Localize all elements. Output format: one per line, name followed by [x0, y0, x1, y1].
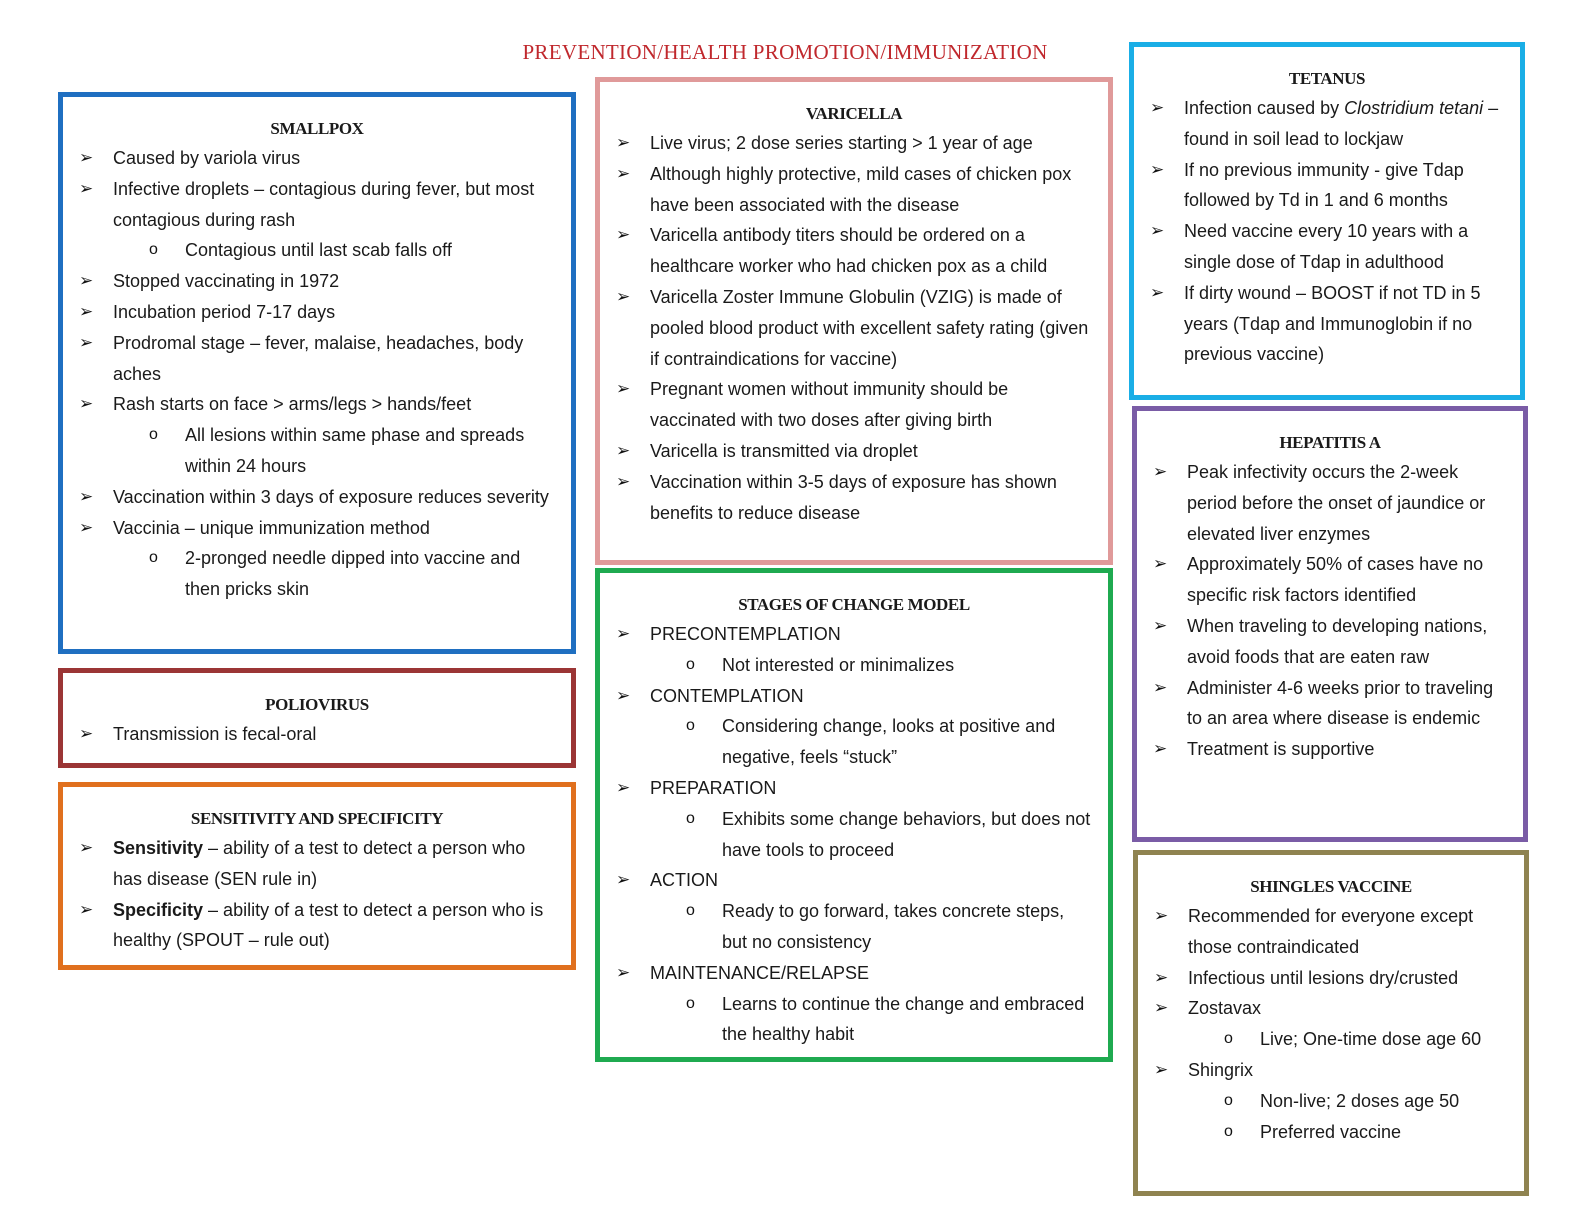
tetanus-list	[1148, 93, 1506, 370]
circle-bullet-icon: o	[686, 902, 695, 920]
list-item: ➢ PRECONTEMPLATION	[614, 619, 1094, 650]
list-item: ➢ PREPARATION	[614, 773, 1094, 804]
arrow-bullet-icon: ➢	[79, 332, 94, 352]
stages-title: STAGES OF CHANGE MODEL	[738, 595, 970, 614]
sub-list-item: o Preferred vaccine	[1152, 1117, 1510, 1148]
circle-bullet-icon: o	[686, 655, 695, 673]
circle-bullet-icon: o	[149, 426, 158, 444]
list-item: ➢ Infective droplets – contagious during fever, but most contagious during rash	[77, 174, 557, 236]
arrow-bullet-icon: ➢	[616, 962, 631, 982]
list-item: ➢ Need vaccine every 10 years with a single dose of Tdap in adulthood	[1148, 216, 1506, 278]
circle-bullet-icon: o	[149, 549, 158, 567]
list-item: ➢ Prodromal stage – fever, malaise, headaches, body aches	[77, 328, 557, 390]
tetanus-box	[1129, 42, 1525, 400]
list-item: ➢ Zostavax	[1152, 993, 1510, 1024]
arrow-bullet-icon: ➢	[1154, 967, 1169, 987]
arrow-bullet-icon: ➢	[1153, 554, 1168, 574]
arrow-bullet-icon: ➢	[1153, 462, 1168, 481]
list-item: ➢ Infectious until lesions dry/crusted	[1152, 963, 1510, 994]
smallpox-box	[58, 92, 576, 654]
arrow-bullet-icon: ➢	[79, 178, 94, 198]
list-item: ➢ Approximately 50% of cases have no specific risk factors identified	[1151, 549, 1509, 611]
list-item: ➢ Recommended for everyone except those contraindicated	[1152, 901, 1510, 963]
hepatitis-list	[1151, 457, 1509, 765]
arrow-bullet-icon: ➢	[616, 685, 631, 705]
varicella-list	[614, 128, 1094, 528]
arrow-bullet-icon: ➢	[1154, 906, 1169, 925]
arrow-bullet-icon: ➢	[79, 517, 94, 537]
list-item: ➢ If no previous immunity - give Tdap followed by Td in 1 and 6 months	[1148, 155, 1506, 217]
list-item: ➢ Although highly protective, mild cases of chicken pox have been associated with the disease	[614, 159, 1094, 221]
arrow-bullet-icon: ➢	[79, 271, 94, 291]
list-item: ➢ Vaccinia – unique immunization method	[77, 513, 557, 544]
arrow-bullet-icon: ➢	[1153, 677, 1168, 697]
list-item: ➢ ACTION	[614, 865, 1094, 896]
arrow-bullet-icon: ➢	[79, 394, 94, 414]
arrow-bullet-icon: ➢	[1150, 221, 1165, 241]
arrow-bullet-icon: ➢	[616, 133, 631, 152]
sub-list-item: o Exhibits some change behaviors, but does not have tools to proceed	[614, 804, 1094, 866]
shingles-title: SHINGLES VACCINE	[1250, 877, 1412, 896]
list-item: ➢ If dirty wound – BOOST if not TD in 5 years (Tdap and Immunoglobin if no previous vaccine)	[1148, 278, 1506, 370]
list-item: ➢ Transmission is fecal-oral	[77, 719, 557, 750]
tetanus-title: TETANUS	[1288, 69, 1366, 88]
arrow-bullet-icon: ➢	[1150, 282, 1165, 302]
stages-box	[595, 568, 1113, 1062]
arrow-bullet-icon: ➢	[616, 624, 631, 643]
poliovirus-box	[58, 668, 576, 768]
arrow-bullet-icon: ➢	[1153, 739, 1168, 759]
list-item: ➢ Vaccination within 3-5 days of exposure has shown benefits to reduce disease	[614, 467, 1094, 529]
hepatitis-box	[1132, 406, 1528, 842]
arrow-bullet-icon: ➢	[616, 471, 631, 491]
sub-list-item: o Contagious until last scab falls off	[77, 235, 557, 266]
sub-list-item: o Ready to go forward, takes concrete steps, but no consistency	[614, 896, 1094, 958]
list-item: ➢ Administer 4-6 weeks prior to traveling to an area where disease is endemic	[1151, 673, 1509, 735]
list-item: ➢ Live virus; 2 dose series starting > 1 year of age	[614, 128, 1094, 159]
circle-bullet-icon: o	[686, 994, 695, 1012]
list-item: ➢ Vaccination within 3 days of exposure reduces severity	[77, 482, 557, 513]
arrow-bullet-icon: ➢	[616, 286, 631, 306]
arrow-bullet-icon: ➢	[1154, 1059, 1169, 1079]
arrow-bullet-icon: ➢	[616, 870, 631, 890]
sub-list-item: o Considering change, looks at positive and negative, feels “stuck”	[614, 711, 1094, 773]
circle-bullet-icon: o	[686, 809, 695, 827]
arrow-bullet-icon: ➢	[79, 301, 94, 321]
arrow-bullet-icon: ➢	[79, 838, 94, 857]
sensitivity-box	[58, 782, 576, 970]
list-item: ➢ MAINTENANCE/RELAPSE	[614, 958, 1094, 989]
stages-list	[614, 619, 1094, 1050]
list-item: ➢ Varicella Zoster Immune Globulin (VZIG) is made of pooled blood product with excellent safety rating (given if contraindications for vaccine)	[614, 282, 1094, 374]
arrow-bullet-icon: ➢	[616, 379, 631, 399]
sub-list-item: o Live; One-time dose age 60	[1152, 1024, 1510, 1055]
circle-bullet-icon: o	[686, 717, 695, 735]
list-item: ➢ Peak infectivity occurs the 2-week period before the onset of jaundice or elevated liver enzymes	[1151, 457, 1509, 549]
smallpox-list	[77, 143, 557, 605]
sub-list-item: o 2-pronged needle dipped into vaccine and then pricks skin	[77, 543, 557, 605]
arrow-bullet-icon: ➢	[79, 899, 94, 919]
sub-list-item: o All lesions within same phase and spreads within 24 hours	[77, 420, 557, 482]
arrow-bullet-icon: ➢	[616, 163, 631, 183]
arrow-bullet-icon: ➢	[616, 225, 631, 245]
sensitivity-list	[77, 833, 557, 956]
varicella-title: VARICELLA	[805, 104, 903, 123]
shingles-box	[1133, 850, 1529, 1196]
list-item: ➢ Specificity – ability of a test to detect a person who is healthy (SPOUT – rule out)	[77, 895, 557, 957]
arrow-bullet-icon: ➢	[79, 486, 94, 506]
circle-bullet-icon: o	[1224, 1091, 1233, 1109]
list-item: ➢ Sensitivity – ability of a test to detect a person who has disease (SEN rule in)	[77, 833, 557, 895]
circle-bullet-icon: o	[1224, 1030, 1233, 1048]
list-item: ➢ Stopped vaccinating in 1972	[77, 266, 557, 297]
arrow-bullet-icon: ➢	[79, 148, 94, 167]
list-item: ➢ Treatment is supportive	[1151, 734, 1509, 765]
sensitivity-title: SENSITIVITY AND SPECIFICITY	[190, 809, 444, 828]
shingles-list	[1152, 901, 1510, 1147]
sub-list-item: o Learns to continue the change and embraced the healthy habit	[614, 989, 1094, 1051]
smallpox-title: SMALLPOX	[270, 119, 364, 138]
list-item: ➢ Caused by variola virus	[77, 143, 557, 174]
list-item: ➢ Varicella is transmitted via droplet	[614, 436, 1094, 467]
list-item: ➢ Incubation period 7-17 days	[77, 297, 557, 328]
list-item: ➢ CONTEMPLATION	[614, 681, 1094, 712]
list-item: ➢ Pregnant women without immunity should be vaccinated with two doses after giving birth	[614, 374, 1094, 436]
arrow-bullet-icon: ➢	[1150, 98, 1165, 117]
arrow-bullet-icon: ➢	[1154, 998, 1169, 1018]
list-item: ➢ Shingrix	[1152, 1055, 1510, 1086]
list-item: ➢ When traveling to developing nations, avoid foods that are eaten raw	[1151, 611, 1509, 673]
poliovirus-list	[77, 719, 557, 750]
list-item: ➢ Infection caused by Clostridium tetani – found in soil lead to lockjaw	[1148, 93, 1506, 155]
arrow-bullet-icon: ➢	[1153, 615, 1168, 635]
arrow-bullet-icon: ➢	[79, 724, 94, 743]
sub-list-item: o Not interested or minimalizes	[614, 650, 1094, 681]
page-title: PREVENTION/HEALTH PROMOTION/IMMUNIZATION	[522, 40, 1048, 64]
varicella-box	[595, 77, 1113, 565]
arrow-bullet-icon: ➢	[616, 777, 631, 797]
arrow-bullet-icon: ➢	[1150, 159, 1165, 179]
list-item: ➢ Rash starts on face > arms/legs > hands/feet	[77, 389, 557, 420]
sub-list-item: o Non-live; 2 doses age 50	[1152, 1086, 1510, 1117]
circle-bullet-icon: o	[1224, 1122, 1233, 1140]
list-item: ➢ Varicella antibody titers should be ordered on a healthcare worker who had chicken pox as a child	[614, 220, 1094, 282]
hepatitis-title: HEPATITIS A	[1279, 433, 1381, 452]
poliovirus-title: POLIOVIRUS	[265, 695, 369, 714]
arrow-bullet-icon: ➢	[616, 440, 631, 460]
circle-bullet-icon: o	[149, 241, 158, 259]
